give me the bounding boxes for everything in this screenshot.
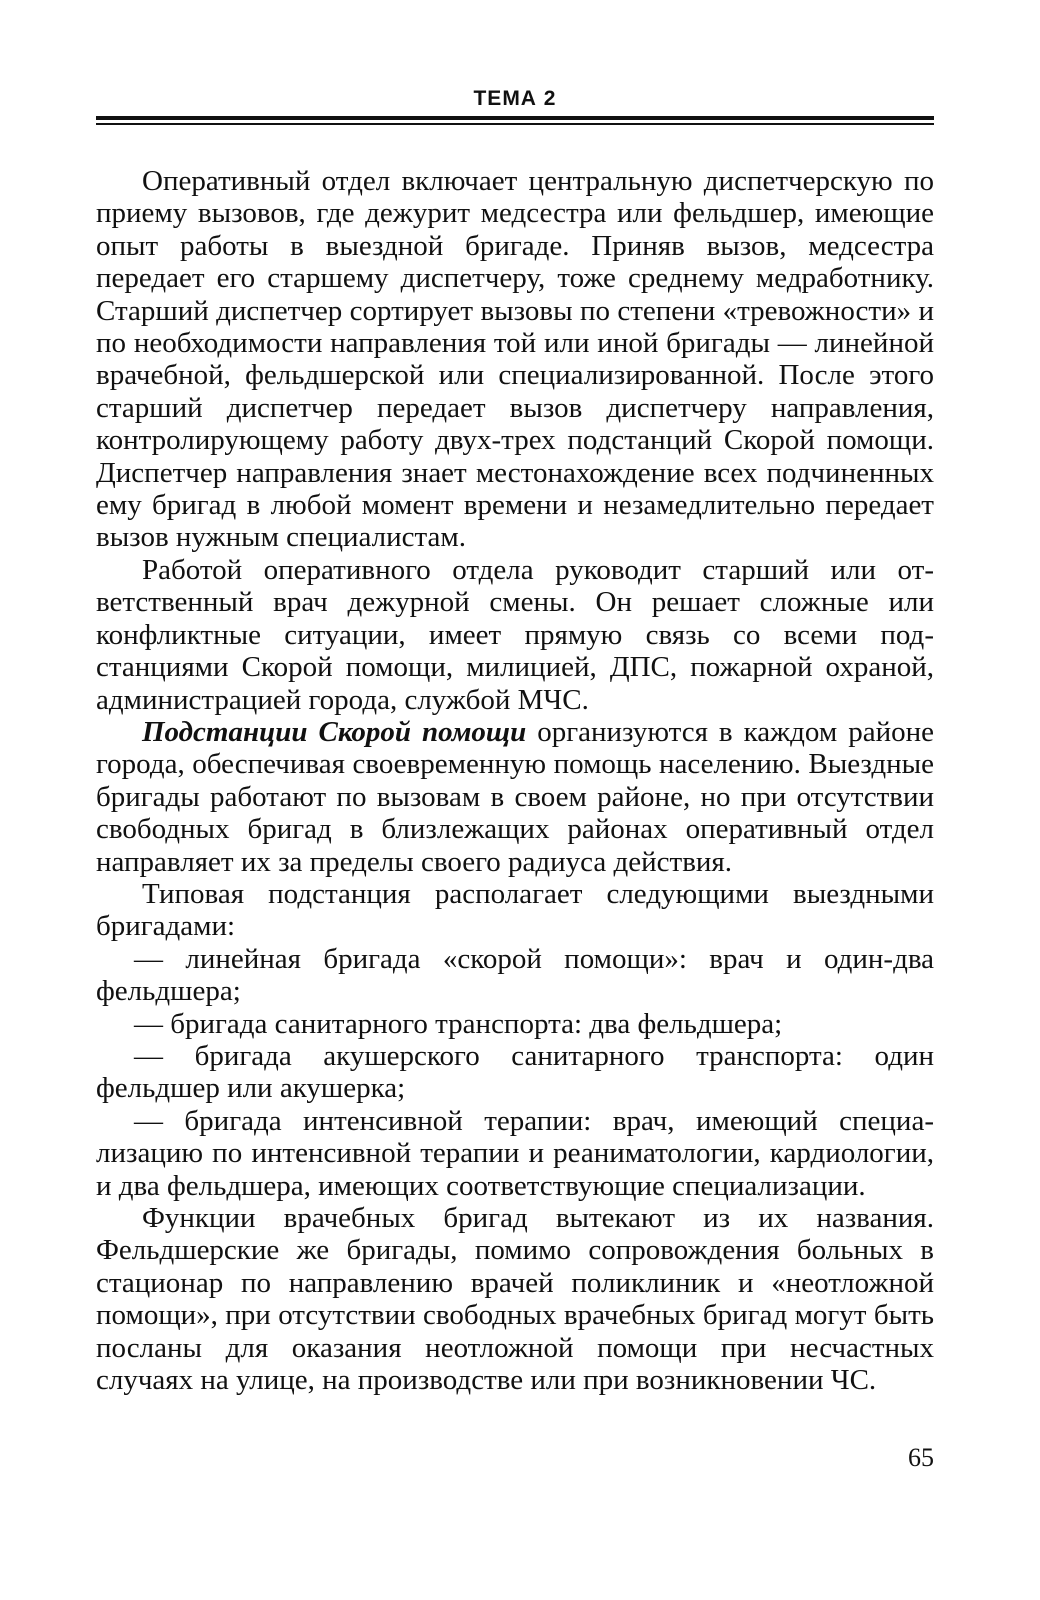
list-item: — бригада акушерского санитарного транспорта: один фельдшер или акушерка; [96,1039,934,1105]
page-number: 65 [908,1443,934,1472]
paragraph-senior-doctor: Работой оперативного отдела руководит старший или ответственный врач дежурной смены. Он решает сложные или конфликтные ситуации, имеет прямую связь со всеми подстанциями Скорой помощи, милицией, ДПС, пожарной охраной, администрацией города, службой МЧС. [96,553,934,716]
term-substations: Подстанции Скорой помощи [142,715,527,748]
body-text [96,165,934,1396]
book-page [96,86,934,1526]
paragraph-brigade-functions: Функции врачебных бригад вытекают из их названия. Фельдшерские же бригады, помимо сопровождения больных в стационар по направлению врачей поликлиник и «неотложной помощи», при отсутствии свободных врачебных бригад могут быть посланы для оказания неотложной помощи при несчастных случаях на улице, на производстве или при возникновении ЧС. [96,1202,934,1397]
header-double-rule [96,116,934,126]
paragraph-substations-text: организуются в каждом районе города, обеспечивая своевременную помощь населению. Выездные бригады работают по вызовам в своем районе, но при отсутствии свободных бригад в близлежащих районах оперативный отдел направляет их за пределы своего радиуса действия. [96,715,935,878]
list-item: — линейная бригада «скорой помощи»: врач и один-два фельдшера; [96,942,934,1008]
header-rule-thin [96,123,934,125]
paragraph-typical-substation: Типовая подстанция располагает следующими выездными бригадами: [96,877,934,943]
list-item: — бригада интенсивной терапии: врач, имеющий специализацию по интенсивной терапии и реаниматологии, кардиологии, и два фельдшера, имеющих соответствующие специализации. [96,1104,934,1202]
running-title: ТЕМА 2 [473,87,557,110]
paragraph-substations [96,716,934,878]
list-item: — бригада санитарного транспорта: два фельдшера; [134,1007,783,1040]
paragraph-operations-department: Оперативный отдел включает центральную диспетчерскую по приему вызовов, где дежурит медсестра или фельдшер, имеющие опыт работы в выездной бригаде. Приняв вызов, медсестра передает его старшему диспетчеру, тоже среднему медработнику. Старший диспетчер сортирует вызовы по степени «тревожности» и по необходимости направления той или иной бригады — линейной врачебной, фельдшерской или специализированной. После этого старший диспетчер передает вызов диспетчеру направления, контролирующему работу двух-трех подстанций Скорой помощи. Диспетчер направления знает местонахождение всех подчиненных ему бригад в любой момент времени и незамедлительно передает вызов нужным специалистам. [96,165,934,554]
header-rule-thick [96,116,934,120]
